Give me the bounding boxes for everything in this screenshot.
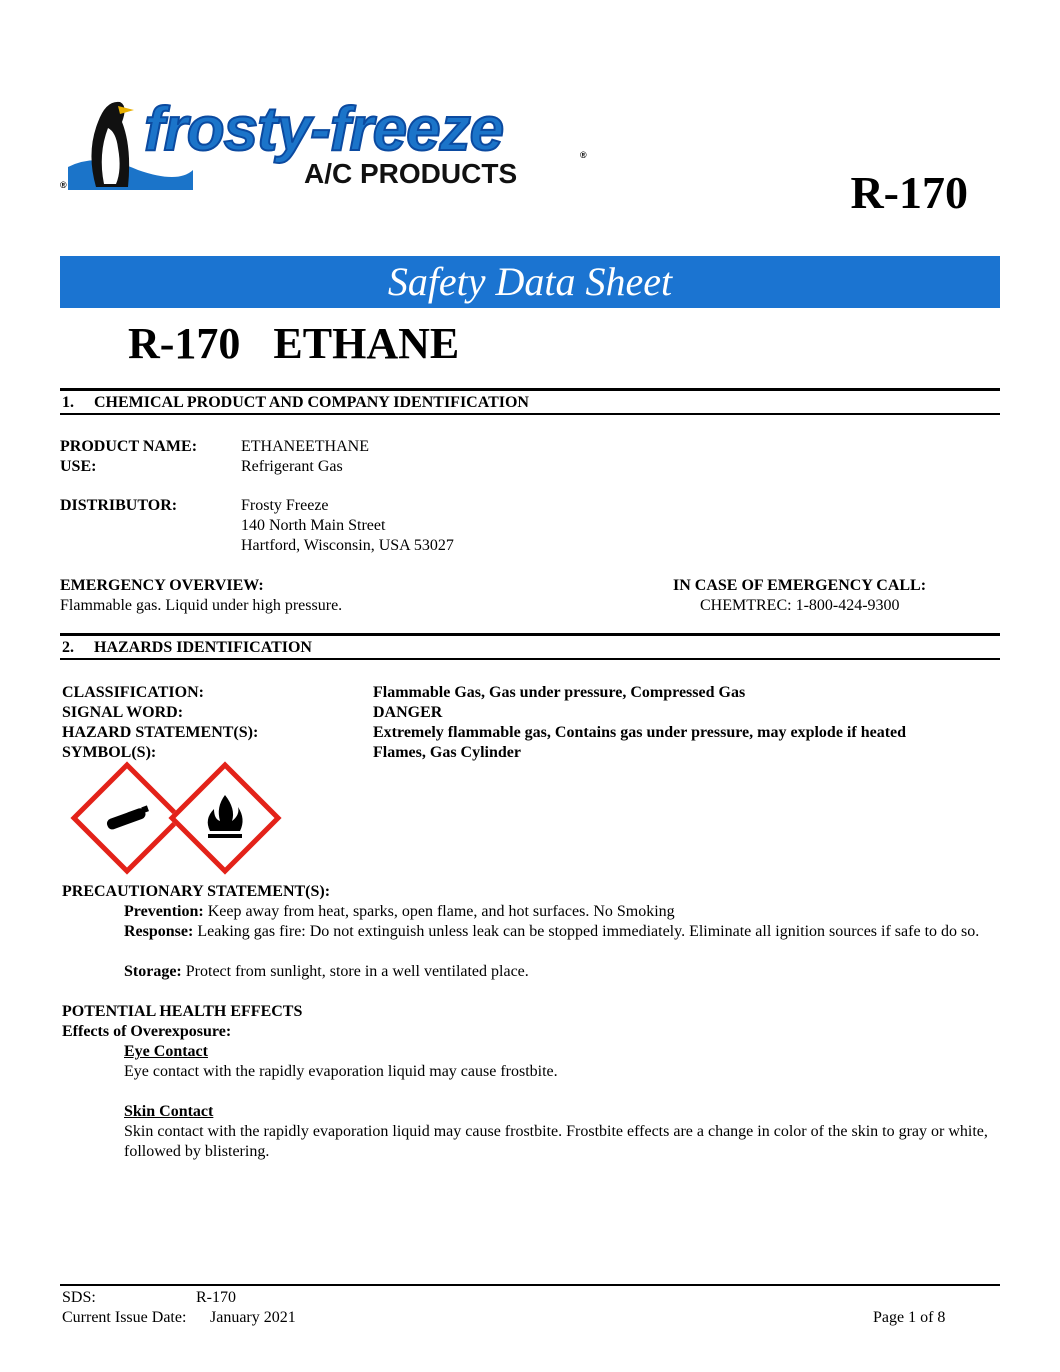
- distributor-line: Frosty Freeze: [241, 497, 329, 514]
- signal-word-label: SIGNAL WORD:: [62, 704, 184, 721]
- flame-pictogram: [168, 761, 281, 874]
- skin-contact-label: Skin Contact: [124, 1103, 214, 1120]
- prevention-value: Keep away from heat, sparks, open flame, and hot surfaces. No Smoking: [203, 903, 675, 920]
- storage-label: Storage:: [124, 963, 182, 980]
- precautionary-label: PRECAUTIONARY STATEMENT(S):: [62, 883, 331, 900]
- distributor-line: Hartford, Wisconsin, USA 53027: [241, 537, 454, 554]
- section-number: 1.: [62, 394, 74, 411]
- title-banner: [60, 256, 1000, 308]
- classification-value: Flammable Gas, Gas under pressure, Compressed Gas: [373, 684, 746, 701]
- storage-statement: [124, 962, 994, 982]
- section-title: CHEMICAL PRODUCT AND COMPANY IDENTIFICATION: [94, 394, 529, 411]
- page-number: Page 1 of 8: [873, 1309, 946, 1326]
- eye-contact-value: Eye contact with the rapidly evaporation liquid may cause frostbite.: [124, 1063, 558, 1080]
- registered-mark: ®: [60, 180, 67, 190]
- symbols-value: Flames, Gas Cylinder: [373, 744, 521, 761]
- symbols-label: SYMBOL(S):: [62, 744, 157, 761]
- storage-value: Protect from sunlight, store in a well ventilated place.: [181, 963, 529, 980]
- prevention-statement: [124, 902, 994, 922]
- signal-word-value: DANGER: [373, 704, 443, 721]
- registered-mark-2: ®: [580, 150, 587, 160]
- section-2-header: [60, 633, 1000, 660]
- use-label: USE:: [60, 458, 97, 475]
- flame-icon: [190, 783, 260, 853]
- distributor-label: DISTRIBUTOR:: [60, 497, 178, 514]
- company-logo: [58, 92, 603, 202]
- overexposure-label: Effects of Overexposure:: [62, 1023, 232, 1040]
- logo-subtitle: A/C PRODUCTS: [304, 158, 518, 189]
- gas-cylinder-icon: [92, 783, 162, 853]
- distributor-line: 140 North Main Street: [241, 517, 386, 534]
- classification-label: CLASSIFICATION:: [62, 684, 204, 701]
- banner-title: Safety Data Sheet: [387, 259, 673, 304]
- logo-brand-text: frosty-freeze: [144, 95, 504, 164]
- emergency-overview-value: Flammable gas. Liquid under high pressure.: [60, 597, 343, 614]
- footer-issue-date-label: Current Issue Date:: [62, 1309, 187, 1326]
- product-name-value: ETHANEETHANE: [241, 438, 369, 455]
- product-code: R-170: [850, 167, 968, 218]
- product-name-label: PRODUCT NAME:: [60, 438, 198, 455]
- emergency-call-value: CHEMTREC: 1-800-424-9300: [700, 597, 900, 614]
- section-1-header: [60, 388, 1000, 415]
- prevention-label: Prevention:: [124, 903, 204, 920]
- page-title: R-170 ETHANE: [128, 319, 460, 368]
- section-title: HAZARDS IDENTIFICATION: [94, 639, 312, 656]
- hazard-statement-value: Extremely flammable gas, Contains gas under pressure, may explode if heated: [373, 724, 907, 741]
- section-number: 2.: [62, 639, 74, 656]
- response-statement: [124, 922, 994, 942]
- eye-contact-label: Eye Contact: [124, 1043, 208, 1060]
- emergency-overview-label: EMERGENCY OVERVIEW:: [60, 577, 264, 594]
- health-effects-label: POTENTIAL HEALTH EFFECTS: [62, 1003, 303, 1020]
- emergency-call-label: IN CASE OF EMERGENCY CALL:: [673, 577, 927, 594]
- gas-cylinder-pictogram: [70, 761, 183, 874]
- footer-issue-date-value: January 2021: [210, 1309, 296, 1326]
- response-value: Leaking gas fire: Do not extinguish unless leak can be stopped immediately. Eliminate all ignition sources if safe to do so.: [193, 923, 980, 940]
- hazard-statement-label: HAZARD STATEMENT(S):: [62, 724, 259, 741]
- footer-sds-label: SDS:: [62, 1289, 96, 1306]
- footer-sds-value: R-170: [196, 1289, 236, 1306]
- response-label: Response:: [124, 923, 194, 940]
- footer-divider: [60, 1284, 1000, 1286]
- use-value: Refrigerant Gas: [241, 458, 343, 475]
- skin-contact-value: Skin contact with the rapidly evaporation liquid may cause frostbite. Frostbite effects are a change in color of the skin to gray or white, followed by blistering.: [124, 1123, 988, 1160]
